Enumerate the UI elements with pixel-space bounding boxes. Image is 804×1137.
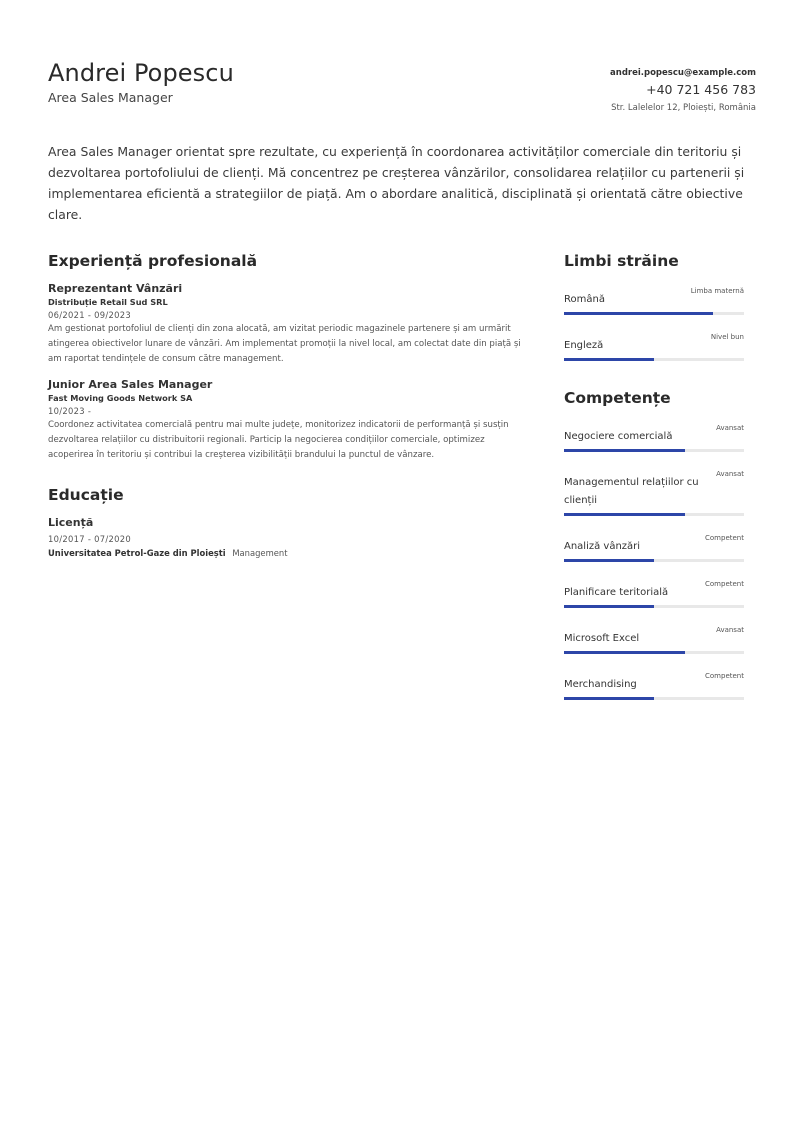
job-role: Junior Area Sales Manager — [48, 378, 213, 391]
skill-level: Competent — [705, 672, 744, 680]
skill-level-bar — [564, 559, 744, 562]
skill-level-bar — [564, 605, 744, 608]
skill-name: Analiză vânzări — [564, 541, 641, 552]
job-description: Am gestionat portofoliul de clienți din zona alocată, am vizitat periodic magazinele partenere și am urmărit atingerea obiectivelor lunare de vânzări. Am implementat promoții la nivel local, am colectat date din piață și am raportat tendințele de consum către management. — [48, 324, 521, 364]
candidate-name: Andrei Popescu — [48, 59, 234, 87]
profile-summary: Area Sales Manager orientat spre rezultate, cu experiență în coordonarea activităților comerciale din teritoriu și dezvoltarea portofoliului de clienți. Mă concentrez pe creșterea vânzărilor, consolidarea relațiilor cu partenerii și implementarea eficientă a strategiilor de piață. Am o abordare analitică, disciplinată și orientată către obiective clare. — [48, 144, 745, 222]
resume-header — [48, 58, 234, 106]
skill-level-bar-fill — [564, 697, 654, 700]
contact-info — [610, 67, 756, 114]
skill-level: Competent — [705, 580, 744, 588]
contact-phone[interactable]: +40 721 456 783 — [646, 82, 756, 97]
job-company: Distribuție Retail Sud SRL — [48, 297, 168, 307]
education-heading: Educație — [48, 486, 124, 504]
education-dates: 10/2017 - 07/2020 — [48, 534, 132, 544]
skill-name: Merchandising — [564, 679, 637, 690]
skill-item — [564, 620, 744, 654]
language-level-bar — [564, 312, 744, 315]
skill-item — [564, 464, 744, 516]
education-item — [48, 515, 526, 560]
job-dates: 10/2023 - — [48, 406, 92, 416]
skill-level-bar — [564, 513, 744, 516]
main-column — [48, 250, 526, 560]
skill-level-bar-fill — [564, 449, 685, 452]
skill-level: Avansat — [716, 626, 744, 634]
skill-item — [564, 528, 744, 562]
experience-heading: Experiență profesională — [48, 252, 258, 270]
skill-level-bar-fill — [564, 559, 654, 562]
language-level-bar-fill — [564, 312, 713, 315]
education-school: Universitatea Petrol-Gaze din Ploiești — [48, 548, 226, 558]
job-role: Reprezentant Vânzări — [48, 282, 183, 295]
skill-level-bar-fill — [564, 513, 685, 516]
skill-name: Managementul relațiilor cu clienții — [564, 477, 699, 506]
skill-level-bar-fill — [564, 651, 685, 654]
job-company: Fast Moving Goods Network SA — [48, 393, 193, 403]
skill-item — [564, 418, 744, 452]
side-column — [564, 250, 744, 712]
skill-level: Avansat — [716, 424, 744, 432]
language-level-bar-fill — [564, 358, 654, 361]
education-field: Management — [232, 548, 288, 558]
skill-item — [564, 574, 744, 608]
experience-item — [48, 281, 526, 367]
skill-level-bar-fill — [564, 605, 654, 608]
language-item — [564, 281, 744, 315]
candidate-title: Area Sales Manager — [48, 90, 173, 105]
language-level: Nivel bun — [710, 333, 744, 341]
language-item — [564, 327, 744, 361]
skill-level-bar — [564, 651, 744, 654]
language-name: Română — [564, 294, 605, 305]
language-level-bar — [564, 358, 744, 361]
skill-item — [564, 666, 744, 700]
job-dates: 06/2021 - 09/2023 — [48, 310, 132, 320]
education-institution-line — [48, 547, 526, 560]
languages-heading: Limbi străine — [564, 252, 679, 270]
experience-item — [48, 377, 526, 463]
skill-name: Negociere comercială — [564, 431, 673, 442]
experience-section — [48, 250, 526, 463]
skills-section — [564, 387, 744, 700]
contact-address: Str. Lalelelor 12, Ploiești, România — [611, 103, 756, 113]
education-section — [48, 484, 526, 560]
skill-name: Planificare teritorială — [564, 587, 669, 598]
skill-name: Microsoft Excel — [564, 633, 640, 644]
skills-heading: Competențe — [564, 389, 671, 407]
skill-level: Competent — [705, 534, 744, 542]
contact-email[interactable]: andrei.popescu@example.com — [610, 68, 756, 78]
skill-level-bar — [564, 697, 744, 700]
languages-section — [564, 250, 744, 361]
education-degree: Licență — [48, 516, 94, 529]
skill-level-bar — [564, 449, 744, 452]
language-level: Limba maternă — [690, 287, 744, 295]
skill-level: Avansat — [716, 470, 744, 478]
job-description: Coordonez activitatea comercială pentru mai multe județe, monitorizez indicatorii de performanță și susțin dezvoltarea relațiilor cu distribuitorii regionali. Particip la negocierea condițiilor comerciale, optimizez acoperirea în teritoriu și contribui la creșterea vizibilității brandului la punctul de vânzare. — [48, 420, 509, 460]
language-name: Engleză — [564, 340, 604, 351]
